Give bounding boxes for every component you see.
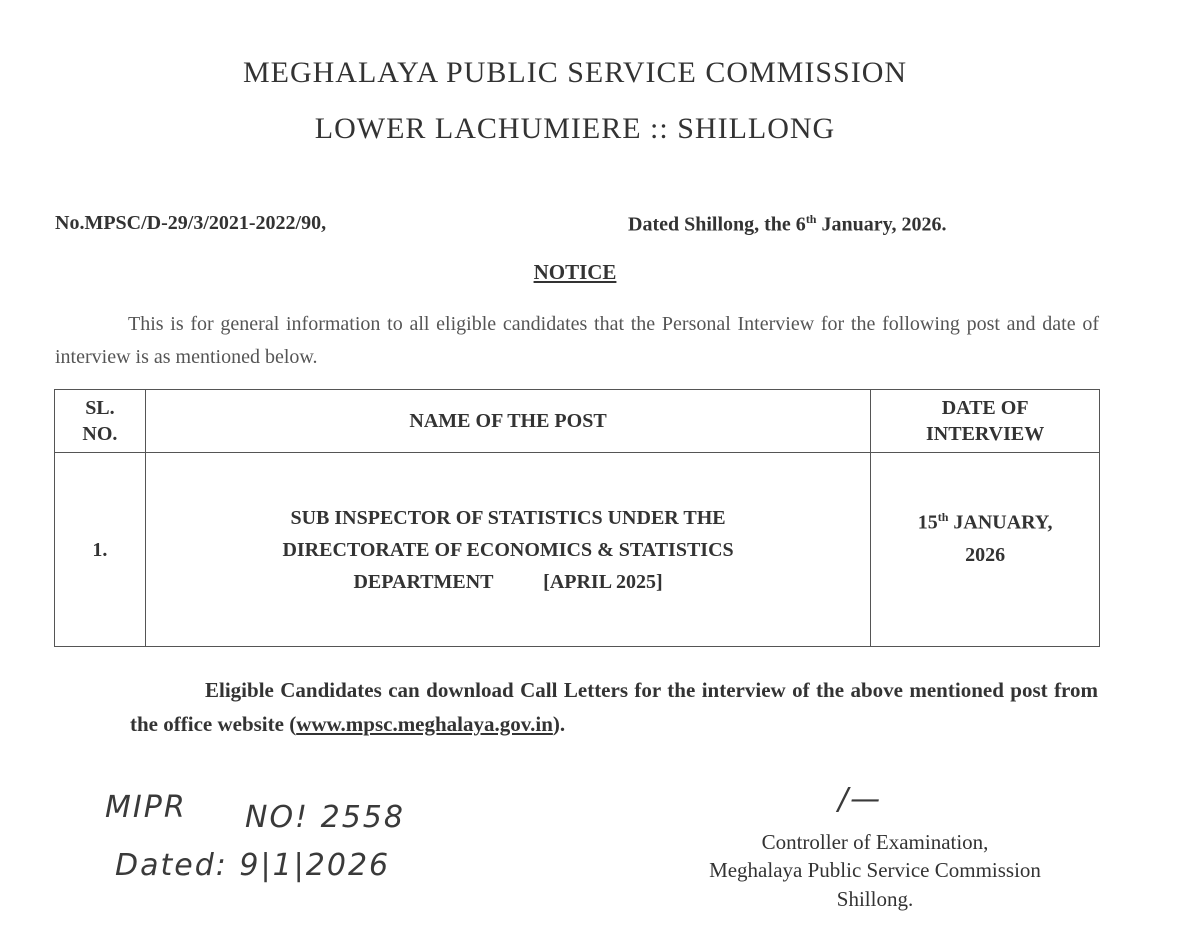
issue-date: Dated Shillong, the 6th January, 2026.: [628, 212, 947, 236]
table-header-row: [55, 390, 1100, 453]
reference-number: No.MPSC/D-29/3/2021-2022/90,: [55, 212, 327, 234]
row-interview-date: 15th JANUARY, 2026: [871, 453, 1100, 647]
handwritten-number: NO! 2558: [245, 800, 405, 835]
row-sl-no: 1.: [55, 453, 146, 647]
header-sl-no: SL. NO.: [55, 390, 146, 453]
handwritten-date: Dated: 9|1|2026: [115, 848, 391, 883]
row-post-name: SUB INSPECTOR OF STATISTICS UNDER THE DIRECTORATE OF ECONOMICS & STATISTICS DEPARTMENT [APRIL 2025]: [145, 453, 870, 647]
website-link[interactable]: www.mpsc.meghalaya.gov.in: [296, 712, 553, 736]
interview-table: [54, 389, 1100, 647]
handwritten-mipr: MIPR: [105, 790, 187, 825]
intro-paragraph: This is for general information to all eligible candidates that the Personal Interview for the following post and date of interview is as mentioned below.: [55, 313, 1099, 368]
signatory-location: Shillong.: [836, 887, 914, 911]
commission-name: MEGHALAYA PUBLIC SERVICE COMMISSION: [242, 56, 908, 89]
signature: /—: [838, 782, 883, 817]
table-row: [55, 453, 1100, 647]
header-post-name: NAME OF THE POST: [145, 390, 870, 453]
eligibility-paragraph: Eligible Candidates can download Call Letters for the interview of the above mentioned post from the office website (www.mpsc.meghalaya.gov.in).: [130, 678, 1098, 736]
signatory-title: Controller of Examination,: [761, 830, 989, 854]
notice-title: NOTICE: [533, 260, 617, 284]
signatory-organization: Meghalaya Public Service Commission: [709, 858, 1041, 882]
commission-address: LOWER LACHUMIERE :: SHILLONG: [314, 112, 836, 145]
header-interview-date: DATE OF INTERVIEW: [871, 390, 1100, 453]
